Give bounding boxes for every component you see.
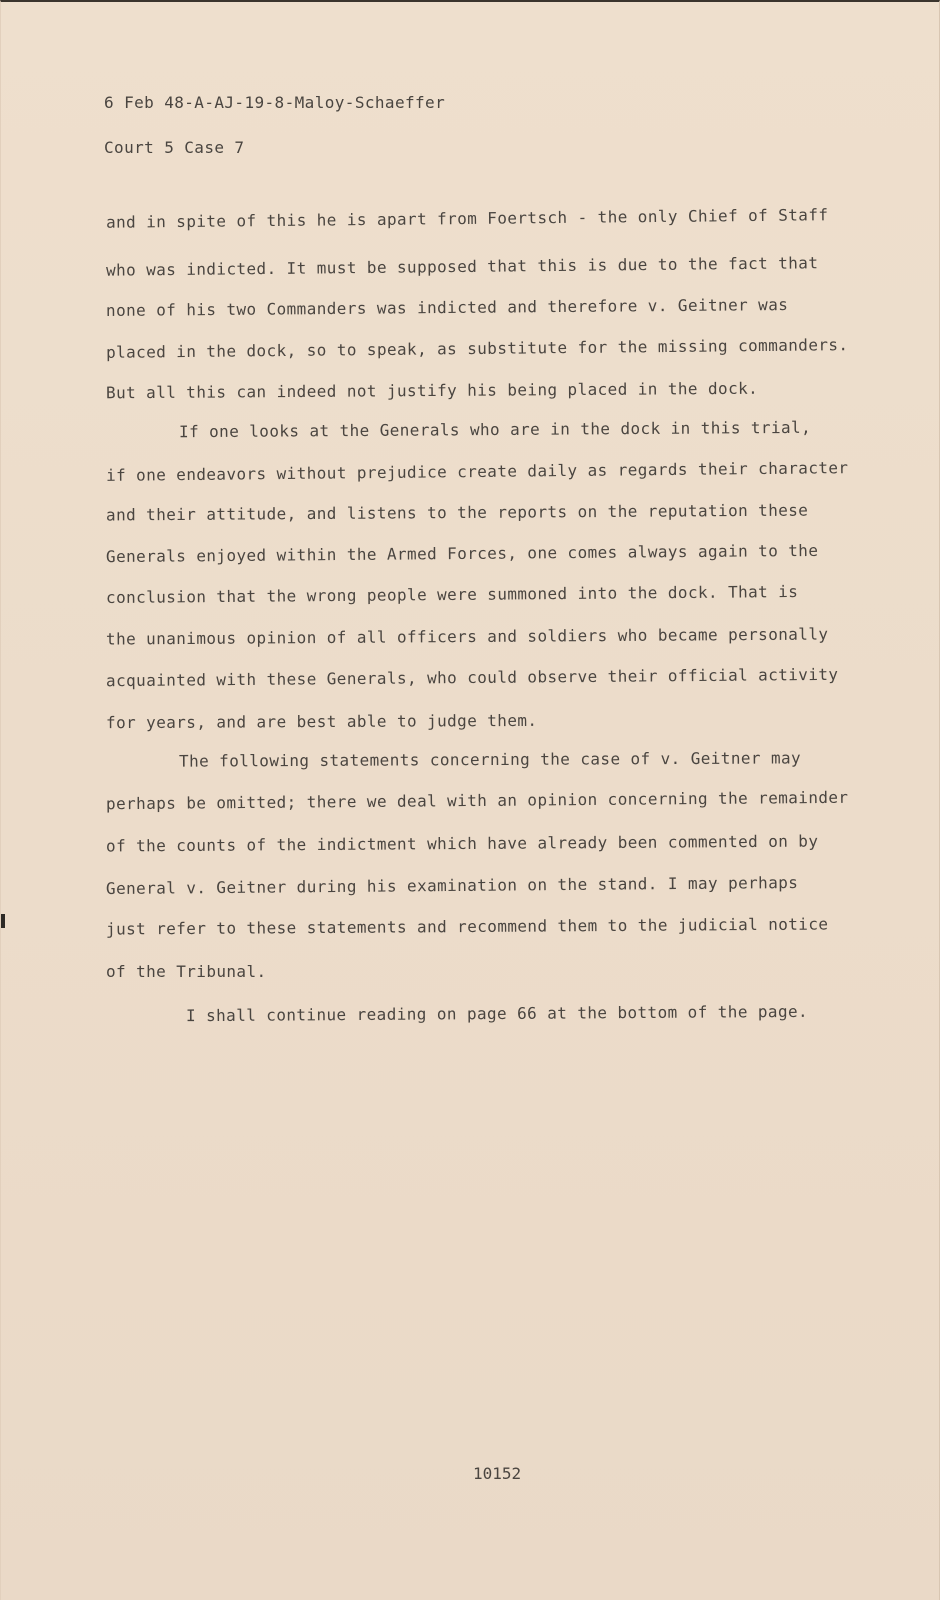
body-line: the unanimous opinion of all officers and soldiers who became personally xyxy=(105,624,829,649)
body-line: The following statements concerning the case of v. Geitner may xyxy=(178,748,802,771)
body-line: perhaps be omitted; there we deal with an opinion concerning the remainder xyxy=(105,787,849,814)
body-line: for years, and are best able to judge them. xyxy=(105,710,538,733)
body-line: if one endeavors without prejudice create daily as regards their character xyxy=(105,458,849,485)
body-line: placed in the dock, so to speak, as substitute for the missing commanders. xyxy=(105,335,849,362)
header-court-case-line: Court 5 Case 7 xyxy=(104,138,245,157)
body-line: of the counts of the indictment which have already been commented on by xyxy=(105,831,819,856)
body-line: General v. Geitner during his examination on the stand. I may perhaps xyxy=(105,872,799,899)
body-line: I shall continue reading on page 66 at the bottom of the page. xyxy=(185,1001,809,1026)
body-line: just refer to these statements and recommend them to the judicial notice xyxy=(105,914,829,939)
body-line: who was indicted. It must be supposed that this is due to the fact that xyxy=(105,253,819,280)
body-line: But all this can indeed not justify his being placed in the dock. xyxy=(105,378,759,403)
body-line: acquainted with these Generals, who could observe their official activity xyxy=(105,664,839,691)
body-line: Generals enjoyed within the Armed Forces, one comes always again to the xyxy=(105,540,819,567)
body-line: and in spite of this he is apart from Foertsch - the only Chief of Staff xyxy=(105,205,829,232)
body-line: and their attitude, and listens to the reports on the reputation these xyxy=(105,500,809,525)
margin-mark xyxy=(1,914,5,928)
header-reference-line: 6 Feb 48-A-AJ-19-8-Maloy-Schaeffer xyxy=(104,93,446,112)
body-line: of the Tribunal. xyxy=(106,962,267,981)
body-line: conclusion that the wrong people were summoned into the dock. That is xyxy=(105,581,799,608)
body-line: If one looks at the Generals who are in the dock in this trial, xyxy=(178,417,812,442)
body-line: none of his two Commanders was indicted and therefore v. Geitner was xyxy=(105,295,789,320)
page-number: 10152 xyxy=(473,1464,522,1483)
